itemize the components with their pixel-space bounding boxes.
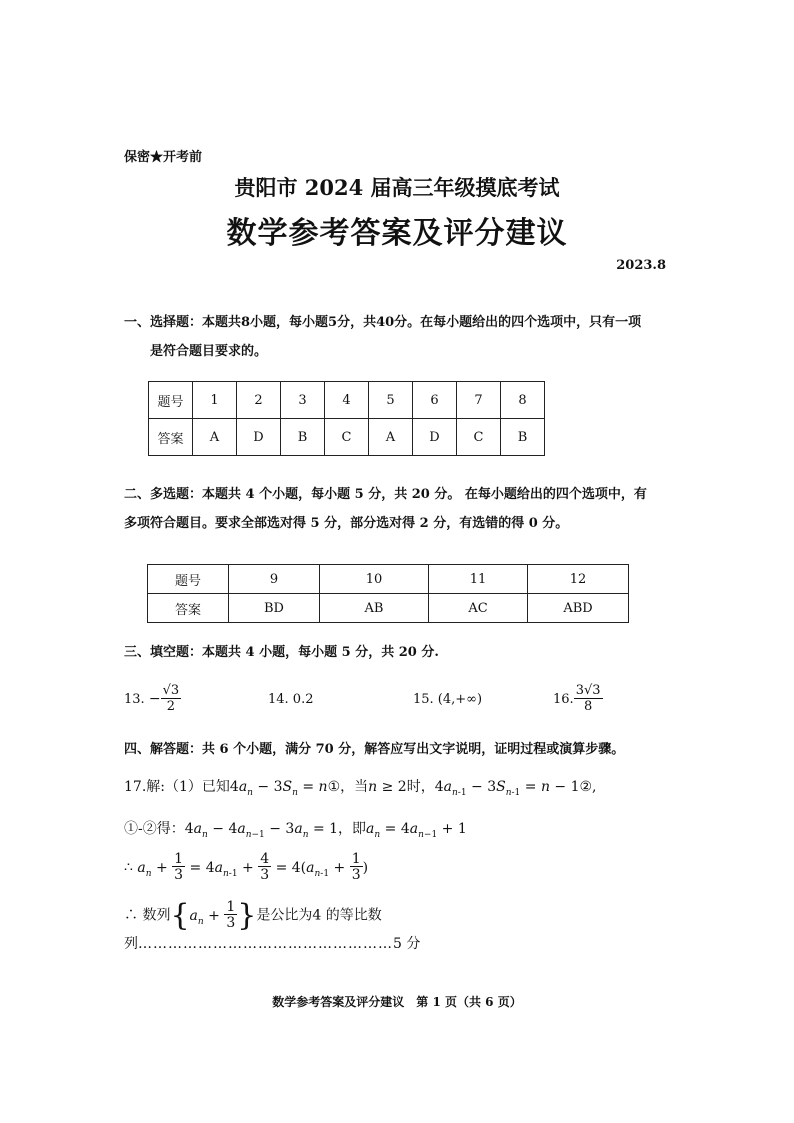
dot-leader: …………………………………………… <box>138 936 393 952</box>
text: ①-②得： <box>124 821 185 837</box>
solution-17-line2 <box>124 818 467 840</box>
answer-cell: AC <box>429 594 528 623</box>
question-number: 1 <box>193 382 237 419</box>
answer-16 <box>553 684 603 715</box>
solution-intro: 17.解:（1）已知 <box>124 779 230 795</box>
answer-16-label: 16. <box>553 692 574 707</box>
answer-13-fraction <box>161 684 182 715</box>
formula: n ≥ 2 <box>368 779 407 795</box>
answer-13-sign: − <box>148 691 161 707</box>
formula: $4a_n - 4a_{n-1} - 3a_n = 1$ <box>184 821 339 840</box>
text: ，当 <box>340 779 369 795</box>
question-number: 6 <box>413 382 457 419</box>
answer-14: 14. 0.2 <box>268 692 314 707</box>
solution-17-line4: ∴ 数列{$a_n$ + $\frac{1}{3}$ }是公比为4 的等比数列……………………………………………5 分 <box>124 898 421 952</box>
table-row <box>148 565 629 594</box>
document-date: 2023.8 <box>616 258 666 273</box>
answer-13-denominator: 2 <box>166 699 175 714</box>
answer-cell: ABD <box>528 594 629 623</box>
section4-heading: 四、解答题：共 6 个小题，满分 70 分，解答应写出文字说明，证明过程或演算步骤。 <box>124 742 625 757</box>
multi-choice-answer-table <box>147 564 629 623</box>
table-row <box>149 419 545 456</box>
section1-heading-line2: 是符合题目要求的。 <box>150 344 268 359</box>
question-number: 12 <box>528 565 629 594</box>
row-label-answer: 答案 <box>148 594 229 623</box>
confidential-label: 保密★开考前 <box>124 150 203 165</box>
section1-heading <box>124 308 684 366</box>
formula: $a_n = 4a_{n-1} + 1$ <box>366 821 467 840</box>
text: 时， <box>406 779 435 795</box>
answer-cell: A <box>369 419 413 456</box>
page-footer: 数学参考答案及评分建议 第 1 页（共 6 页） <box>272 995 522 1009</box>
section3-heading: 三、填空题：本题共 4 小题，每小题 5 分，共 20 分. <box>124 645 439 660</box>
answer-cell: AB <box>320 594 429 623</box>
formula: $a_n$ + $\frac{1}{3}$ <box>189 899 236 931</box>
document-title: 数学参考答案及评分建议 <box>226 216 568 251</box>
question-number: 11 <box>429 565 528 594</box>
question-number: 9 <box>229 565 320 594</box>
table-row <box>149 382 545 419</box>
answer-cell: BD <box>229 594 320 623</box>
answer-cell: C <box>457 419 501 456</box>
solution-17-line3 <box>124 852 368 883</box>
section2-heading <box>124 480 684 538</box>
question-number: 4 <box>325 382 369 419</box>
exam-title: 贵阳市 2024 届高三年级摸底考试 <box>234 175 560 200</box>
section2-heading-line1: 二、多选题：本题共 4 个小题，每小题 5 分，共 20 分。 在每小题给出的四个选项中，有 <box>124 487 647 502</box>
formula: $4a_n - 3S_n$ = n① <box>229 779 341 798</box>
answer-cell: B <box>281 419 325 456</box>
section1-heading-line1: 一、选择题：本题共8小题，每小题5分，共40分。在每小题给出的四个选项中，只有一项 <box>124 315 642 330</box>
answer-16-denominator: 8 <box>583 699 593 714</box>
question-number: 8 <box>501 382 545 419</box>
row-label-question: 题号 <box>148 565 229 594</box>
text: ∴ 数列 <box>124 907 171 924</box>
question-number: 10 <box>320 565 429 594</box>
row-label-answer: 答案 <box>149 419 193 456</box>
answer-cell: B <box>501 419 545 456</box>
answer-cell: C <box>325 419 369 456</box>
answer-cell: D <box>413 419 457 456</box>
text: ，即 <box>338 821 367 837</box>
answer-13-numerator: √3 <box>162 683 180 698</box>
answer-13-label: 13. <box>124 692 145 707</box>
row-label-question: 题号 <box>149 382 193 419</box>
answer-13 <box>124 684 181 715</box>
answer-15: 15. (4,+∞) <box>413 692 483 707</box>
table-row <box>148 594 629 623</box>
solution-17-line1 <box>124 776 597 798</box>
section2-heading-line2: 多项符合题目。要求全部选对得 5 分，部分选对得 2 分，有选错的得 0 分。 <box>124 516 569 531</box>
answer-16-fraction <box>574 684 603 715</box>
question-number: 7 <box>457 382 501 419</box>
question-number: 3 <box>281 382 325 419</box>
formula: $a_n$ + $\frac{1}{3}$ = $4a_{n-1}$ + $\frac{4}{3}$ = $4(a_{n-1}$ + $\frac{1}{3}$ ) <box>137 851 369 883</box>
formula: $4a_{n-1} - 3S_{n-1} = n$ − 1②, <box>434 779 597 798</box>
choice-answer-table <box>148 381 545 456</box>
text: 是公比为4 的等比数列 <box>124 907 382 952</box>
therefore-symbol: ∴ <box>124 859 133 876</box>
answer-16-numerator: 3√3 <box>575 683 601 698</box>
question-number: 2 <box>237 382 281 419</box>
question-number: 5 <box>369 382 413 419</box>
score-label: 5 分 <box>393 936 421 952</box>
answer-cell: A <box>193 419 237 456</box>
answer-cell: D <box>237 419 281 456</box>
